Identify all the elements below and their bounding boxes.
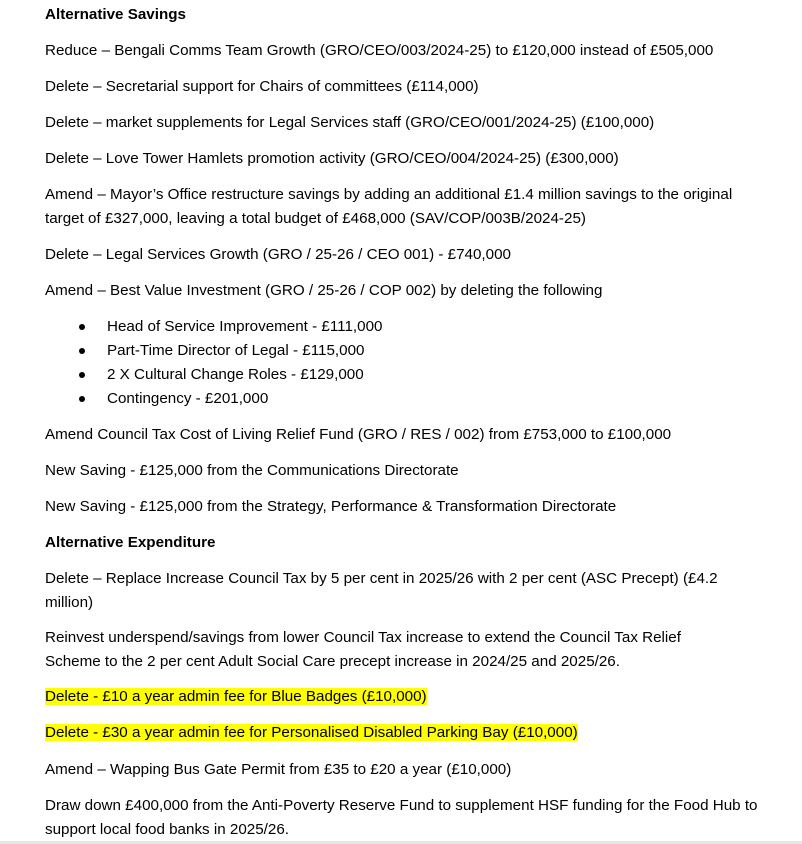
saving-item: Amend – Best Value Investment (GRO / 25-26 / COP 002) by deleting the following xyxy=(45,282,603,299)
bullet-item: Head of Service Improvement - £111,000 xyxy=(45,315,383,339)
saving-item: Delete – market supplements for Legal Services staff (GRO/CEO/001/2024-25) (£100,000) xyxy=(45,114,655,131)
highlight-mark: Delete - £30 a year admin fee for Personalised Disabled Parking Bay (£10,000) xyxy=(45,724,578,741)
savings-heading: Alternative Savings xyxy=(45,6,186,23)
expenditure-heading: Alternative Expenditure xyxy=(45,534,216,551)
expenditure-item: Draw down £400,000 from the Anti-Poverty Reserve Fund to supplement HSF funding for the Food Hub to support local food banks in 2025/26. xyxy=(45,797,758,838)
bullet-icon xyxy=(79,324,85,330)
bullet-icon xyxy=(79,396,85,402)
saving-item: Amend – Mayor’s Office restructure savings by adding an additional £1.4 million savings to the original target of £327,000, leaving a total budget of £468,000 (SAV/COP/003B/2024-25) xyxy=(45,186,733,227)
highlight-mark: Delete - £10 a year admin fee for Blue Badges (£10,000) xyxy=(45,688,427,705)
bullet-icon xyxy=(79,348,85,354)
saving-item: New Saving - £125,000 from the Communications Directorate xyxy=(45,462,459,479)
expenditure-item-highlighted xyxy=(45,721,578,745)
saving-item: New Saving - £125,000 from the Strategy, Performance & Transformation Directorate xyxy=(45,498,617,515)
expenditure-item-highlighted xyxy=(45,685,427,709)
saving-item: Delete – Love Tower Hamlets promotion activity (GRO/CEO/004/2024-25) (£300,000) xyxy=(45,150,619,167)
saving-item: Delete – Secretarial support for Chairs of committees (£114,000) xyxy=(45,78,479,95)
bullet-item: 2 X Cultural Change Roles - £129,000 xyxy=(45,363,383,387)
expenditure-item: Amend – Wapping Bus Gate Permit from £35 to £20 a year (£10,000) xyxy=(45,761,512,778)
expenditure-item: Delete – Replace Increase Council Tax by 5 per cent in 2025/26 with 2 per cent (ASC Precept) (£4.2 million) xyxy=(45,570,718,611)
bullet-item: Part-Time Director of Legal - £115,000 xyxy=(45,339,383,363)
saving-item: Delete – Legal Services Growth (GRO / 25-26 / CEO 001) - £740,000 xyxy=(45,246,511,263)
bullet-item: Contingency - £201,000 xyxy=(45,387,383,411)
bullet-icon xyxy=(79,372,85,378)
saving-item: Reduce – Bengali Comms Team Growth (GRO/CEO/003/2024-25) to £120,000 instead of £505,000 xyxy=(45,42,714,59)
deletion-bullet-list xyxy=(45,315,383,411)
saving-item: Amend Council Tax Cost of Living Relief Fund (GRO / RES / 002) from £753,000 to £100,000 xyxy=(45,426,672,443)
expenditure-item: Reinvest underspend/savings from lower Council Tax increase to extend the Council Tax Relief Scheme to the 2 per cent Adult Social Care precept increase in 2024/25 and 2025/26. xyxy=(45,629,681,670)
